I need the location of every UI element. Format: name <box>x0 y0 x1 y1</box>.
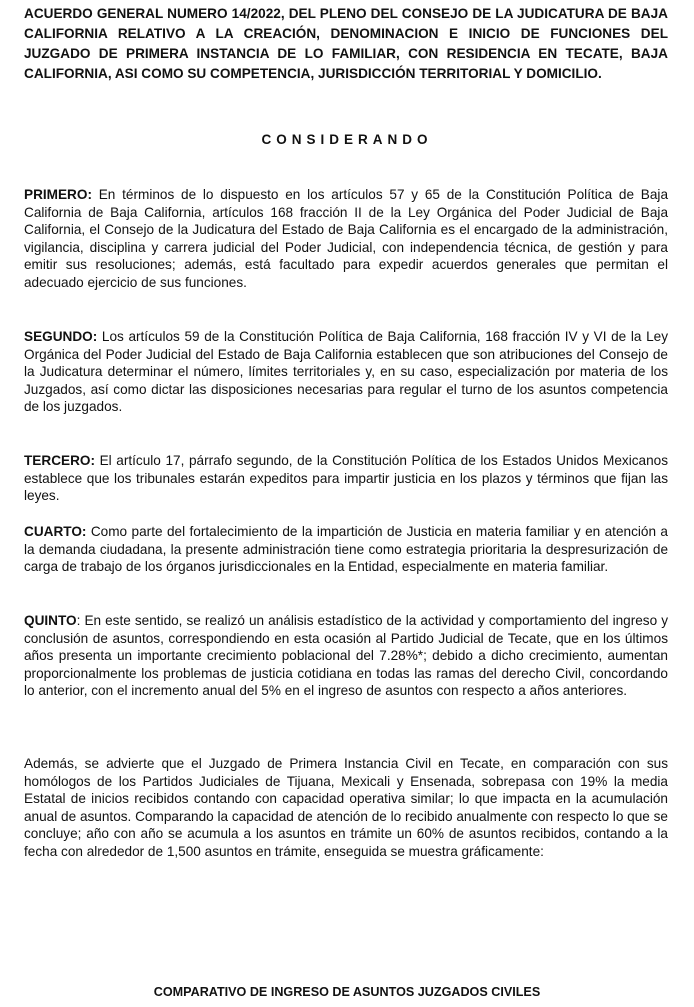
paragraph-ademas <box>24 755 668 861</box>
paragraph-segundo <box>24 328 668 416</box>
paragraph-text: Los artículos 59 de la Constitución Política de Baja California, 168 fracción IV y VI de la Ley Orgánica del Poder Judicial del Estado de Baja California establecen que son atribuciones del Consejo de la Judicatura determinar el número, límites territoriales y, en su caso, especialización por materia de los Juzgados, así como dictar las disposiciones necesarias para regular el turno de los asuntos competencia de los juzgados. <box>24 329 668 415</box>
document-title: ACUERDO GENERAL NUMERO 14/2022, DEL PLENO DEL CONSEJO DE LA JUDICATURA DE BAJA CALIFORNIA RELATIVO A LA CREACIÓN, DENOMINACION E INICIO DE FUNCIONES DEL JUZGADO DE PRIMERA INSTANCIA DE LO FAMILIAR, CON RESIDENCIA EN TECATE, BAJA CALIFORNIA, ASI COMO SU COMPETENCIA, JURISDICCIÓN TERRITORIAL Y DOMICILIO. <box>24 6 668 81</box>
paragraph-text: El artículo 17, párrafo segundo, de la Constitución Política de los Estados Unidos Mexicanos establece que los tribunales estarán expeditos para impartir justicia en los plazos y términos que fijan las leyes. <box>24 453 668 504</box>
section-heading: CONSIDERANDO <box>261 132 433 147</box>
paragraph-label: CUARTO: <box>24 524 87 539</box>
paragraph-quinto <box>24 612 668 700</box>
paragraph-text: Además, se advierte que el Juzgado de Primera Instancia Civil en Tecate, en comparación con sus homólogos de los Partidos Judiciales de Tijuana, Mexicali y Ensenada, sobrepasa con 19% la media Estatal de inicios recibidos contando con capacidad operativa similar; lo que impacta en la acumulación anual de asuntos. Comparando la capacidad de atención de lo recibido anualmente con respecto lo que se concluye; año con año se acumula a los asuntos en trámite un 60% de asuntos recibidos, contando a la fecha con alrededor de 1,500 asuntos en trámite, enseguida se muestra gráficamente: <box>24 756 668 859</box>
paragraph-label: TERCERO: <box>24 453 95 468</box>
paragraph-label: QUINTO <box>24 613 77 628</box>
paragraph-text: : En este sentido, se realizó un análisis estadístico de la actividad y comportamiento del ingreso y conclusión de asuntos, correspondiendo en esta ocasión al Partido Judicial de Tecate, que en los últimos años presenta un importante crecimiento poblacional del 7.28%*; debido a dicho crecimiento, aumentan proporcionalmente los problemas de justicia cotidiana en todas las ramas del derecho Civil, concordando lo anterior, con el incremento anual del 5% en el ingreso de asuntos con respecto a años anteriores. <box>24 613 668 699</box>
paragraph-label: SEGUNDO: <box>24 329 98 344</box>
paragraph-text: Como parte del fortalecimiento de la impartición de Justicia en materia familiar y en atención a la demanda ciudadana, la presente administración tiene como estrategia prioritaria la despresurización de carga de trabajo de los órganos jurisdiccionales en la Entidad, especialmente en materia familiar. <box>24 524 668 575</box>
paragraph-text: En términos de lo dispuesto en los artículos 57 y 65 de la Constitución Política de Baja California de Baja California, artículos 168 fracción II de la Ley Orgánica del Poder Judicial de Baja California, el Consejo de la Judicatura del Estado de Baja California es el encargado de la administración, vigilancia, disciplina y carrera judicial del Poder Judicial, con independencia técnica, de gestión y para emitir sus resoluciones; además, está facultado para expedir acuerdos generales que permitan el adecuado ejercicio de sus funciones. <box>24 187 668 290</box>
paragraph-label: PRIMERO: <box>24 187 92 202</box>
paragraph-tercero <box>24 452 668 505</box>
chart-caption: COMPARATIVO DE INGRESO DE ASUNTOS JUZGADOS CIVILES <box>153 985 541 999</box>
paragraph-cuarto <box>24 523 668 576</box>
paragraph-primero <box>24 186 668 292</box>
